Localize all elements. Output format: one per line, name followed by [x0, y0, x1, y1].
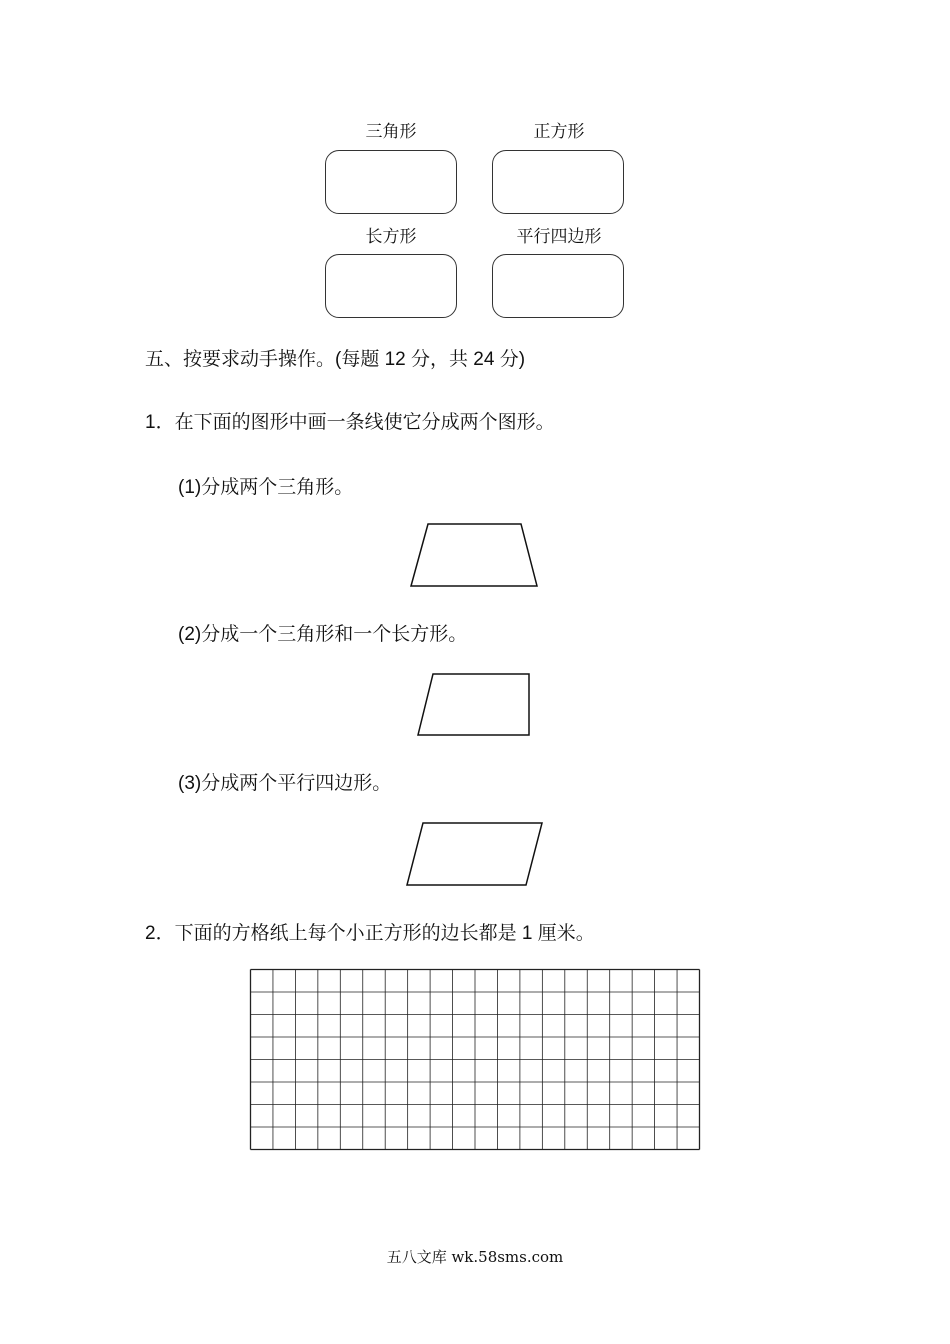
question-1-sub-2: (2)分成一个三角形和一个长方形。 [178, 624, 468, 645]
question-1-text: 1．在下面的图形中画一条线使它分成两个图形。 [145, 412, 555, 433]
footer-watermark: 五八文库 wk.58sms.com [386, 1248, 564, 1266]
label-square: 正方形 [533, 122, 585, 142]
label-triangle: 三角形 [365, 122, 417, 142]
section-five-heading: 五、按要求动手操作。(每题 12 分，共 24 分) [145, 349, 526, 370]
question-1-sub-3: (3)分成两个平行四边形。 [178, 773, 392, 794]
square-grid-paper[interactable] [250, 969, 700, 1151]
label-parallelogram: 平行四边形 [516, 227, 602, 247]
question-1-sub-1: (1)分成两个三角形。 [178, 477, 354, 498]
label-rectangle: 长方形 [365, 227, 417, 247]
question-2-text: 2．下面的方格纸上每个小正方形的边长都是 1 厘米。 [145, 923, 595, 944]
